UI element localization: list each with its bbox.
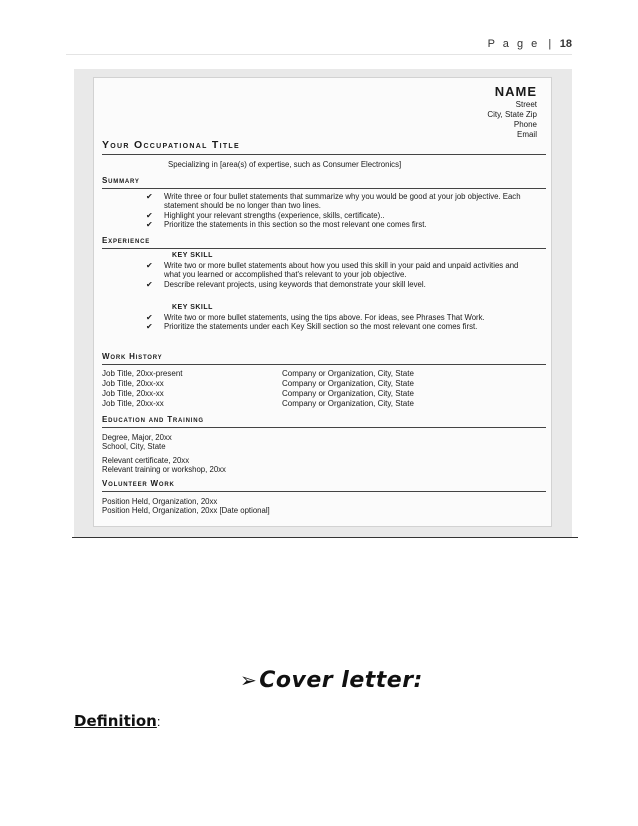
education-certificate: Relevant certificate, 20xx [102,456,190,465]
check-icon: ✔ [146,279,153,289]
address-phone: Phone [513,120,537,129]
key-skill-label: KEY SKILL [172,304,213,311]
page-header [488,38,572,50]
check-icon: ✔ [146,322,153,332]
list-item: ✔ Write two or more bullet statements about how you used this skill in your paid and unpaid activities and what you learned or accomplished that's relevant to your job objective. [146,261,519,280]
summary-heading: Summary [102,176,140,185]
table-row: Job Title, 20xx-xx Company or Organization, City, State [102,379,414,388]
list-item: ✔ Highlight your relevant strengths (experience, skills, certificate).. [146,210,385,220]
definition-line [74,712,160,730]
volunteer-position-2: Position Held, Organization, 20xx [Date optional] [102,506,270,515]
arrow-bullet-icon: ➢ [240,668,258,692]
summary-list [146,192,536,230]
education-school: School, City, State [102,442,166,451]
resume-name: NAME [494,84,537,99]
volunteer-rule [102,491,546,492]
experience-list-2 [146,313,536,332]
header-rule [66,54,572,55]
check-icon: ✔ [146,261,153,270]
experience-list-1 [146,261,536,289]
resume-image [94,78,551,526]
check-icon: ✔ [146,210,153,220]
education-degree: Degree, Major, 20xx [102,433,172,442]
volunteer-position-1: Position Held, Organization, 20xx [102,497,218,506]
experience-heading: Experience [102,236,151,245]
occupational-title: Your Occupational Title [102,139,240,151]
definition-colon: : [156,714,161,729]
address-street: Street [515,100,537,109]
check-icon: ✔ [146,313,153,322]
table-row: Job Title, 20xx-present Company or Organization, City, State [102,369,414,378]
list-item: ✔ Prioritize the statements under each Key Skill section so the most relevant one comes first. [146,322,478,332]
cover-letter-heading [240,668,423,693]
list-item: ✔ Write three or four bullet statements that summarize why you would be good at your job objective. Each statement should be no longer than two lines. [146,192,521,211]
contact-block [487,84,537,140]
table-row: Job Title, 20xx-xx Company or Organization, City, State [102,399,414,408]
education-rule [102,427,546,428]
education-training: Relevant training or workshop, 20xx [102,465,226,474]
list-item: ✔ Write two or more bullet statements, using the tips above. For ideas, see Phrases That Work. [146,313,485,322]
check-icon: ✔ [146,220,153,230]
list-item: ✔ Describe relevant projects, using keywords that demonstrate your skill level. [146,279,426,289]
page-separator: | [548,38,552,50]
check-icon: ✔ [146,192,153,201]
page-label: P a g e [487,38,540,50]
image-bottom-rule [72,537,578,538]
summary-rule [102,188,546,189]
specializing-line: Specializing in [area(s) of expertise, such as Consumer Electronics] [168,160,402,169]
list-item: ✔ Prioritize the statements in this section so the most relevant one comes first. [146,220,427,230]
work-history-heading: Work History [102,352,163,361]
definition-label: Definition [74,712,157,730]
volunteer-heading: Volunteer Work [102,479,175,488]
table-row: Job Title, 20xx-xx Company or Organization, City, State [102,389,414,398]
address-city: City, State Zip [487,110,537,119]
experience-rule [102,248,546,249]
key-skill-label: KEY SKILL [172,252,213,259]
work-history-rule [102,364,546,365]
address-email: Email [516,130,537,139]
education-heading: Education and Training [102,415,204,424]
title-rule [102,154,546,155]
page-number: 18 [559,38,572,50]
cover-letter-title: Cover letter: [259,668,423,693]
